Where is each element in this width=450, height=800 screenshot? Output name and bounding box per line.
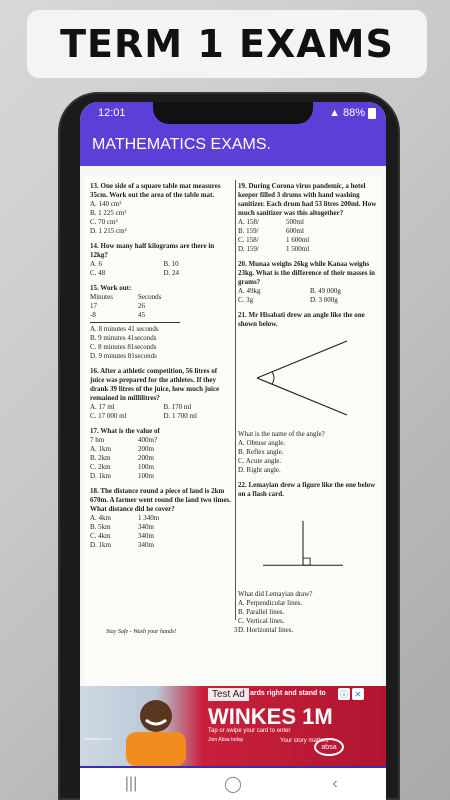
question-stem: 16. After a athletic competition, 56 litres of juice was prepared for the athletes. If they drank 39 litres of the juice, how much juice remained in millilitres? bbox=[90, 367, 220, 402]
answer-option: C. Acute angle. bbox=[238, 457, 282, 465]
ad-close-icon[interactable]: ✕ bbox=[352, 688, 364, 700]
table-head-cell: Minutes bbox=[90, 293, 113, 301]
table-cell: 340m bbox=[138, 532, 154, 540]
question-stem: 14. How many half kilograms are there in 12kg? bbox=[90, 242, 215, 259]
answer-option: D. 1 700 ml bbox=[163, 412, 197, 420]
table-cell: -8 bbox=[90, 311, 96, 319]
question-table bbox=[238, 218, 378, 254]
ad-left-text: absabank.co.ke bbox=[84, 736, 113, 741]
right-column bbox=[238, 182, 378, 641]
question-stem: 13. One side of a square table mat measures 35cm. Work out the area of the table mat. bbox=[90, 182, 221, 199]
table-cell: B. 5km bbox=[90, 523, 111, 531]
answer-option: A. Perpendicular lines. bbox=[238, 599, 303, 607]
answer-options bbox=[90, 200, 233, 236]
ad-subtext-2: Join Absa today bbox=[208, 737, 244, 743]
answer-option: C. 48 bbox=[90, 269, 106, 277]
answer-options bbox=[238, 287, 378, 305]
question-stem: 20. Munaa weighs 26kg while Kanaa weighs 23kg. What is the difference of their masses in grams? bbox=[238, 260, 376, 286]
answer-option: A. 140 cm² bbox=[90, 200, 122, 208]
footer-note: Stay Safe - Wash your hands! bbox=[106, 629, 177, 635]
answer-option: C. 8 minutes 81seconds bbox=[90, 343, 157, 351]
answer-option: D. 1 215 cm² bbox=[90, 227, 127, 235]
exam-question bbox=[90, 182, 233, 236]
home-button[interactable]: ◯ bbox=[224, 776, 242, 793]
back-button[interactable]: ‹ bbox=[332, 775, 338, 792]
exam-question bbox=[90, 487, 233, 550]
table-cell: 500ml bbox=[286, 218, 304, 226]
table-cell: 17 bbox=[90, 302, 97, 310]
flash-card-figure bbox=[258, 503, 348, 583]
answer-option: B. 170 ml bbox=[163, 403, 192, 411]
exam-page bbox=[84, 176, 382, 736]
table-cell: 45 bbox=[138, 311, 145, 319]
answer-options bbox=[90, 260, 233, 278]
ad-headline: WINKES 1M bbox=[208, 704, 333, 729]
answer-option: B. Parallel lines. bbox=[238, 608, 285, 616]
navigation-bar bbox=[80, 768, 386, 800]
title-banner bbox=[27, 10, 427, 78]
question-table bbox=[90, 293, 233, 320]
table-cell: D. 1km bbox=[90, 541, 111, 549]
app-bar bbox=[80, 124, 386, 166]
question-table bbox=[90, 514, 233, 550]
answer-option: C. 70 cm² bbox=[90, 218, 118, 226]
table-cell: 100m bbox=[138, 472, 154, 480]
battery-icon bbox=[368, 108, 376, 119]
table-cell: A. 4km bbox=[90, 514, 111, 522]
exam-question bbox=[90, 367, 233, 421]
status-bar bbox=[80, 102, 386, 124]
question-stem: 19. During Corona virus pandemic, a hotel keeper filled 3 drums with hand washing sanitizer. Each drum had 53 litres 200ml. How much sanitizer was this altogether? bbox=[238, 182, 377, 217]
signal-icon: ▲ bbox=[329, 107, 340, 119]
answer-options bbox=[90, 403, 233, 421]
page-number: 3 bbox=[234, 626, 238, 634]
answer-option: C. Vertical lines. bbox=[238, 617, 285, 625]
table-cell: 100m bbox=[138, 463, 154, 471]
left-column bbox=[90, 182, 233, 556]
table-cell: D. 1km bbox=[90, 472, 111, 480]
question-prompt: What did Lemayian draw? bbox=[238, 590, 313, 598]
exam-question bbox=[238, 481, 378, 635]
table-cell: 26 bbox=[138, 302, 145, 310]
battery-percent: 88% bbox=[342, 107, 365, 119]
table-cell: 1 340m bbox=[138, 514, 160, 522]
ad-info-icon[interactable]: ⓘ bbox=[340, 689, 348, 699]
table-cell: 200m bbox=[138, 454, 154, 462]
answer-option: D. Right angle. bbox=[238, 466, 281, 474]
absa-logo: absa bbox=[314, 738, 344, 756]
table-cell: B. 159/ bbox=[238, 227, 259, 235]
answer-option: D. 3 000g bbox=[310, 296, 338, 304]
answer-option: B. 1 225 cm² bbox=[90, 209, 127, 217]
answer-option: C. 3g bbox=[238, 296, 254, 304]
answer-option: A. 17 ml bbox=[90, 403, 115, 411]
camera-notch bbox=[153, 102, 313, 124]
question-table bbox=[90, 436, 233, 481]
answer-option: A. 8 minutes 41 seconds bbox=[90, 325, 159, 333]
exam-question bbox=[238, 311, 378, 475]
answer-options bbox=[238, 439, 378, 475]
answer-option: A. Obtuse angle. bbox=[238, 439, 286, 447]
recents-button[interactable]: ||| bbox=[124, 775, 138, 792]
table-cell: C. 4km bbox=[90, 532, 111, 540]
exam-question bbox=[90, 284, 233, 361]
question-stem: 15. Work out: bbox=[90, 284, 132, 292]
answer-option: A. 49kg bbox=[238, 287, 261, 295]
ad-person-image bbox=[116, 692, 196, 766]
answer-option: B. 9 minutes 41seconds bbox=[90, 334, 157, 342]
table-cell: A. 158/ bbox=[238, 218, 259, 226]
question-stem: 22. Lemayian drew a figure like the one below on a flash card. bbox=[238, 481, 376, 498]
column-divider bbox=[235, 180, 236, 620]
ad-story-text: Your story matters bbox=[280, 738, 329, 744]
banner-title: TERM 1 EXAMS bbox=[60, 22, 394, 66]
app-title: MATHEMATICS EXAMS. bbox=[92, 136, 271, 153]
answer-options bbox=[90, 325, 233, 361]
table-cell: C. 158/ bbox=[238, 236, 259, 244]
answer-option: B. Reflex angle. bbox=[238, 448, 284, 456]
answer-option: C. 17 000 ml bbox=[90, 412, 127, 420]
table-head-cell: Seconds bbox=[138, 293, 162, 301]
status-icons bbox=[329, 107, 376, 119]
question-stem: 21. Mr Hisabati drew an angle like the one shown below. bbox=[238, 311, 365, 328]
answer-option: D. 9 minutes 81seconds bbox=[90, 352, 157, 360]
exam-question bbox=[90, 427, 233, 481]
answer-option: B. 49 000g bbox=[310, 287, 341, 295]
table-cell: C. 2km bbox=[90, 463, 111, 471]
answer-options bbox=[238, 599, 378, 635]
table-cell: 600ml bbox=[286, 227, 304, 235]
table-cell: D. 159/ bbox=[238, 245, 259, 253]
question-stem: 17. What is the value of bbox=[90, 427, 160, 435]
ad-banner[interactable] bbox=[80, 686, 386, 766]
answer-option: D. 24 bbox=[163, 269, 180, 277]
table-cell: 340m bbox=[138, 523, 154, 531]
table-cell: 1 600ml bbox=[286, 236, 310, 244]
table-cell: B. 2km bbox=[90, 454, 111, 462]
ad-label: Test Ad bbox=[208, 688, 249, 701]
ad-subtext: Tap or swipe your card to enter bbox=[208, 728, 291, 734]
answer-option: D. Horizontal lines. bbox=[238, 626, 294, 634]
question-prompt: What is the name of the angle? bbox=[238, 430, 325, 438]
ad-tagline: ards right and stand to bbox=[250, 690, 326, 697]
exam-question bbox=[238, 182, 378, 254]
table-cell: 200m bbox=[138, 445, 154, 453]
answer-rule bbox=[90, 322, 180, 323]
exam-document-viewer[interactable] bbox=[80, 166, 386, 751]
table-head-cell: 7 hm bbox=[90, 436, 105, 444]
table-cell: 1 500ml bbox=[286, 245, 310, 253]
ad-controls bbox=[338, 688, 364, 700]
table-cell: A. 1km bbox=[90, 445, 111, 453]
angle-figure bbox=[252, 333, 352, 423]
table-head-cell: 400m? bbox=[138, 436, 158, 444]
phone-screen bbox=[80, 102, 386, 800]
status-time: 12:01 bbox=[98, 107, 126, 119]
question-stem: 18. The distance round a piece of land is 2km 670m. A farmer went round the land two times. What distance did he cover? bbox=[90, 487, 231, 513]
answer-option: A. 6 bbox=[90, 260, 103, 268]
exam-question bbox=[90, 242, 233, 278]
answer-option: B. 10 bbox=[163, 260, 179, 268]
exam-question bbox=[238, 260, 378, 305]
table-cell: 340m bbox=[138, 541, 154, 549]
